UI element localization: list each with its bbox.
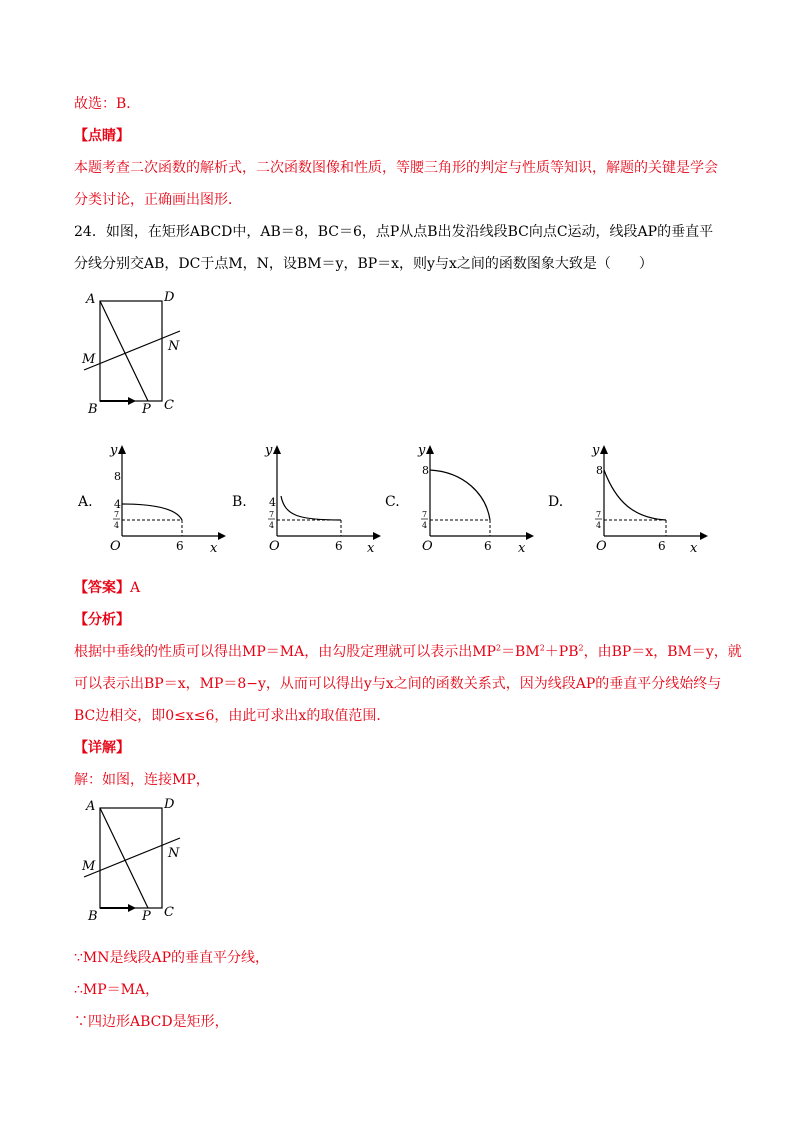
svg-text:4: 4 [114, 498, 121, 511]
svg-text:C: C [164, 905, 174, 920]
comment-line-2: 分类讨论，正确画出图形． [74, 192, 242, 208]
graph-d [582, 440, 712, 560]
svg-text:4: 4 [269, 521, 275, 530]
option-a-label: A. [78, 494, 93, 510]
prev-answer-line: 故选：B． [74, 96, 141, 112]
analysis-line-2: 可以表示出BP＝x，MP＝8−y，从而可以得出y与x之间的函数关系式，因为线段AP的垂直平分线始终与 [74, 676, 722, 692]
svg-text:O: O [596, 539, 607, 554]
svg-text:8: 8 [422, 464, 429, 477]
motion-arrow-icon [128, 397, 136, 405]
analysis-line-3: BC边相交，即0≤x≤6，由此可求出x的取值范围． [74, 708, 391, 724]
svg-text:x: x [367, 541, 375, 556]
perpendicular-bisector-mn [84, 331, 180, 370]
curve-c [430, 470, 490, 520]
svg-text:y: y [110, 443, 118, 458]
svg-text:8: 8 [596, 464, 603, 477]
motion-arrow-icon [128, 904, 136, 912]
svg-text:6: 6 [484, 539, 492, 553]
answer-heading: 【答案】 [74, 580, 130, 596]
svg-text:4: 4 [596, 521, 602, 530]
svg-text:7: 7 [596, 510, 602, 519]
label-a: A [86, 292, 96, 307]
svg-text:6: 6 [335, 539, 343, 553]
label-n: N [168, 339, 180, 354]
svg-text:P: P [142, 909, 151, 922]
svg-text:x: x [518, 541, 526, 556]
svg-text:4: 4 [269, 496, 276, 509]
svg-text:y: y [592, 443, 600, 458]
curve-b [281, 496, 341, 520]
curve-a [122, 504, 182, 520]
svg-text:y: y [418, 443, 426, 458]
label-d: D [164, 290, 175, 305]
analysis-heading: 【分析】 [74, 612, 130, 628]
svg-text:4: 4 [422, 521, 428, 530]
svg-text:6: 6 [658, 539, 666, 553]
svg-text:D: D [164, 797, 175, 812]
segment-ap [100, 301, 148, 401]
svg-text:8: 8 [114, 470, 121, 483]
rectangle-figure-solution [78, 792, 188, 922]
rectangle-figure [78, 285, 188, 415]
answer-value: A [130, 580, 141, 596]
svg-text:7: 7 [269, 510, 275, 519]
svg-text:7: 7 [422, 510, 428, 519]
question-line-2: 分线分别交AB，DC于点M，N，设BM＝y，BP＝x，则y与x之间的函数图象大致是（ ） [74, 256, 653, 272]
svg-text:B: B [88, 909, 98, 922]
svg-text:A: A [86, 799, 96, 814]
svg-text:M: M [82, 859, 96, 874]
question-line-1: 24．如图，在矩形ABCD中，AB＝8，BC＝6，点P从点B出发沿线段BC向点C运动，线段AP的垂直平 [74, 224, 714, 240]
svg-text:x: x [210, 541, 218, 556]
answer-line [74, 578, 140, 598]
label-m: M [82, 352, 96, 367]
label-c: C [164, 398, 174, 413]
detail-intro: 解：如图，连接MP， [74, 772, 210, 788]
analysis-line-1: 根据中垂线的性质可以得出MP＝MA，由勾股定理就可以表示出$MP^2=BM^2+PB^2$，由BP＝x，BM＝y，就 [74, 643, 742, 660]
comment-line-1: 本题考查二次函数的解析式，二次函数图像和性质，等腰三角形的判定与性质等知识，解题的关键是学会 [74, 160, 718, 176]
label-b: B [88, 402, 98, 415]
svg-text:7: 7 [114, 510, 120, 519]
option-b-label: B. [232, 494, 247, 510]
svg-text:y: y [265, 443, 273, 458]
detail-step-2: ∴MP＝MA， [74, 982, 160, 998]
detail-heading: 【详解】 [74, 740, 130, 756]
svg-text:4: 4 [114, 521, 120, 530]
graph-c [408, 440, 538, 560]
comment-heading: 【点睛】 [74, 128, 130, 144]
label-p: P [142, 402, 151, 415]
graph-a [100, 440, 230, 560]
detail-step-3: ∵四边形ABCD是矩形， [74, 1014, 229, 1030]
detail-step-1: ∵MN是线段AP的垂直平分线， [74, 950, 270, 966]
svg-text:O: O [422, 539, 433, 554]
graph-b [255, 440, 385, 560]
svg-text:x: x [690, 541, 698, 556]
curve-d [604, 470, 666, 520]
svg-text:O: O [110, 539, 121, 554]
svg-text:O: O [269, 539, 280, 554]
option-d-label: D. [548, 494, 564, 510]
svg-text:N: N [168, 846, 180, 861]
svg-text:6: 6 [176, 539, 184, 553]
option-c-label: C. [385, 494, 400, 510]
